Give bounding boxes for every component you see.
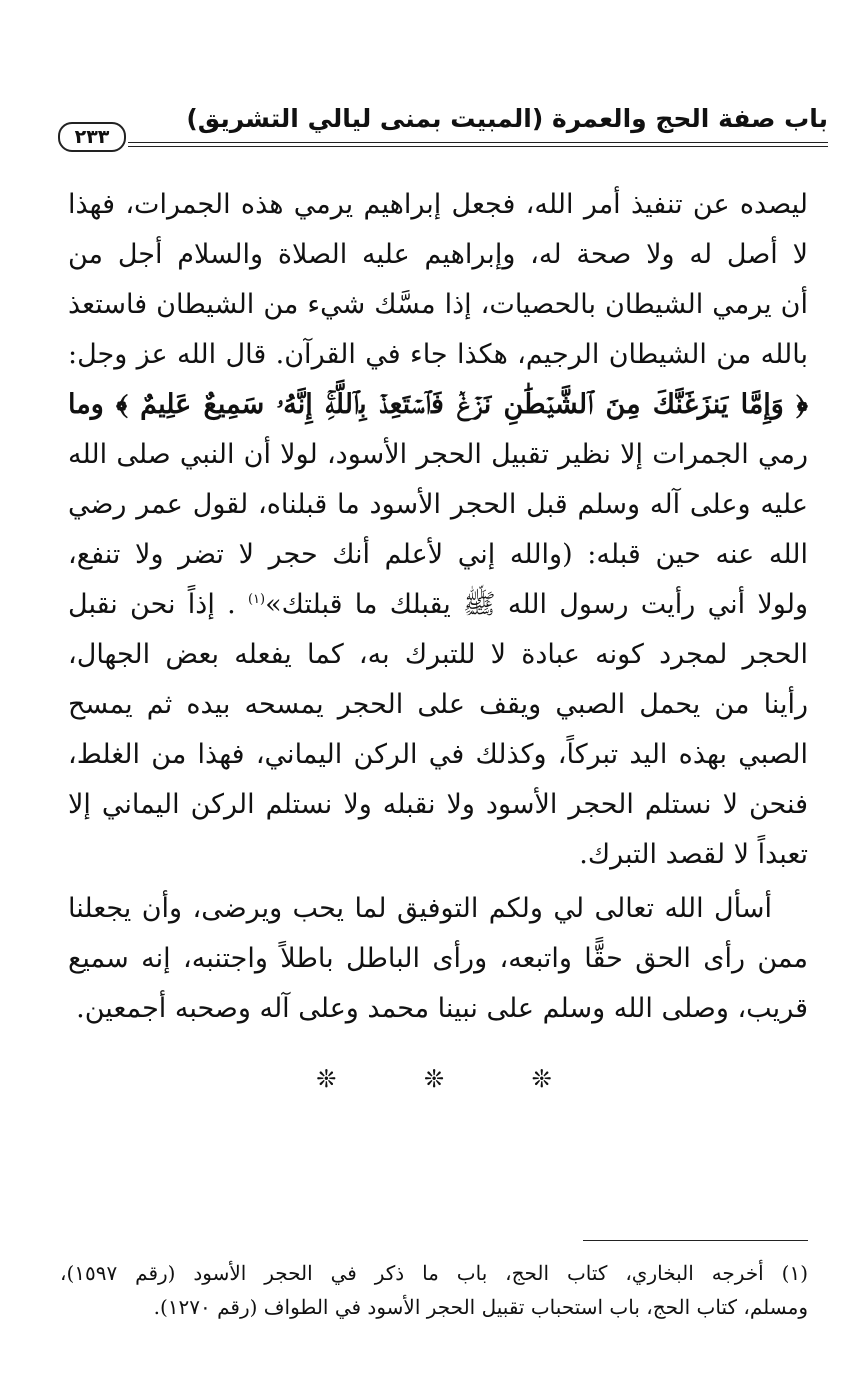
closing-line: قريب، وصلى الله وسلم على نبينا محمد وعلى آله وصحبه أجمعين. (76, 993, 808, 1024)
body-line: الصبي بهذه اليد تبركاً، وكذلك في الركن اليماني، فهذا من الغلط، (68, 739, 808, 770)
body-line-with-footnote (68, 580, 808, 630)
body-line: فنحن لا نستلم الحجر الأسود ولا نقبله ولا نستلم الركن اليماني إلا (68, 789, 808, 820)
footnote-line: ومسلم، كتاب الحج، باب استحباب تقبيل الحجر الأسود في الطواف (رقم ١٢٧٠). (153, 1295, 808, 1319)
body-line: أن يرمي الشيطان بالحصيات، إذا مسَّك شيء من الشيطان فاستعذ (68, 289, 808, 320)
quran-verse-line: ﴿ وَإِمَّا يَنزَغَنَّكَ مِنَ ٱلشَّيۡطَٰنِ نَزۡغٞ فَٱسۡتَعِذۡ بِٱللَّهِۚ إِنَّهُۥ سَمِيعٌ عَلِيمٌ ﴾ وما (68, 389, 808, 420)
footnote-reference: (١) (247, 592, 266, 607)
closing-line: أسأل الله تعالى لي ولكم التوفيق لما يحب ويرضى، وأن يجعلنا (68, 893, 772, 924)
body-line: تعبداً لا لقصد التبرك. (579, 839, 808, 870)
body-line: بالله من الشيطان الرجيم، هكذا جاء في القرآن. قال الله عز وجل: (68, 339, 808, 370)
body-text (68, 180, 808, 880)
body-line: رأينا من يحمل الصبي ويقف على الحجر يمسحه بيده ثم يمسح (68, 689, 808, 720)
body-line-text: ولولا أني رأيت رسول الله ﷺ يقبلك ما قبلتك» (265, 589, 808, 620)
body-line: رمي الجمرات إلا نظير تقبيل الحجر الأسود، لولا أن النبي صلى الله (68, 439, 808, 470)
footnote-line: (١) أخرجه البخاري، كتاب الحج، باب ما ذكر في الحجر الأسود (رقم ١٥٩٧)، (60, 1261, 808, 1285)
header-rule (128, 142, 828, 143)
page-number: ٢٣٣ (58, 122, 126, 152)
closing-paragraph (68, 884, 808, 1034)
header-rule-secondary (128, 146, 828, 147)
body-line: ليصده عن تنفيذ أمر الله، فجعل إبراهيم يرمي هذه الجمرات، فهذا (68, 189, 808, 220)
body-line: الله عنه حين قبله: (والله إني لأعلم أنك حجر لا تضر ولا تنفع، (68, 539, 808, 570)
body-line: الحجر لمجرد كونه عبادة لا للتبرك به، كما يفعله بعض الجهال، (68, 639, 808, 670)
chapter-title: باب صفة الحج والعمرة (المبيت بمنى ليالي التشريق) (186, 104, 828, 133)
footnote-rule (583, 1240, 808, 1241)
body-line: لا أصل له ولا صحة له، وإبراهيم عليه الصلاة والسلام أجل من (68, 239, 808, 270)
footnote (60, 1256, 808, 1324)
section-separator: ❊ ❊ ❊ (316, 1065, 592, 1093)
body-line-tail: . إذاً نحن نقبل (68, 589, 236, 620)
closing-line: ممن رأى الحق حقًّا واتبعه، ورأى الباطل باطلاً واجتنبه، إنه سميع (68, 943, 808, 974)
body-line: عليه وعلى آله وسلم قبل الحجر الأسود ما قبلناه، لقول عمر رضي (68, 489, 808, 520)
running-header (58, 100, 828, 150)
